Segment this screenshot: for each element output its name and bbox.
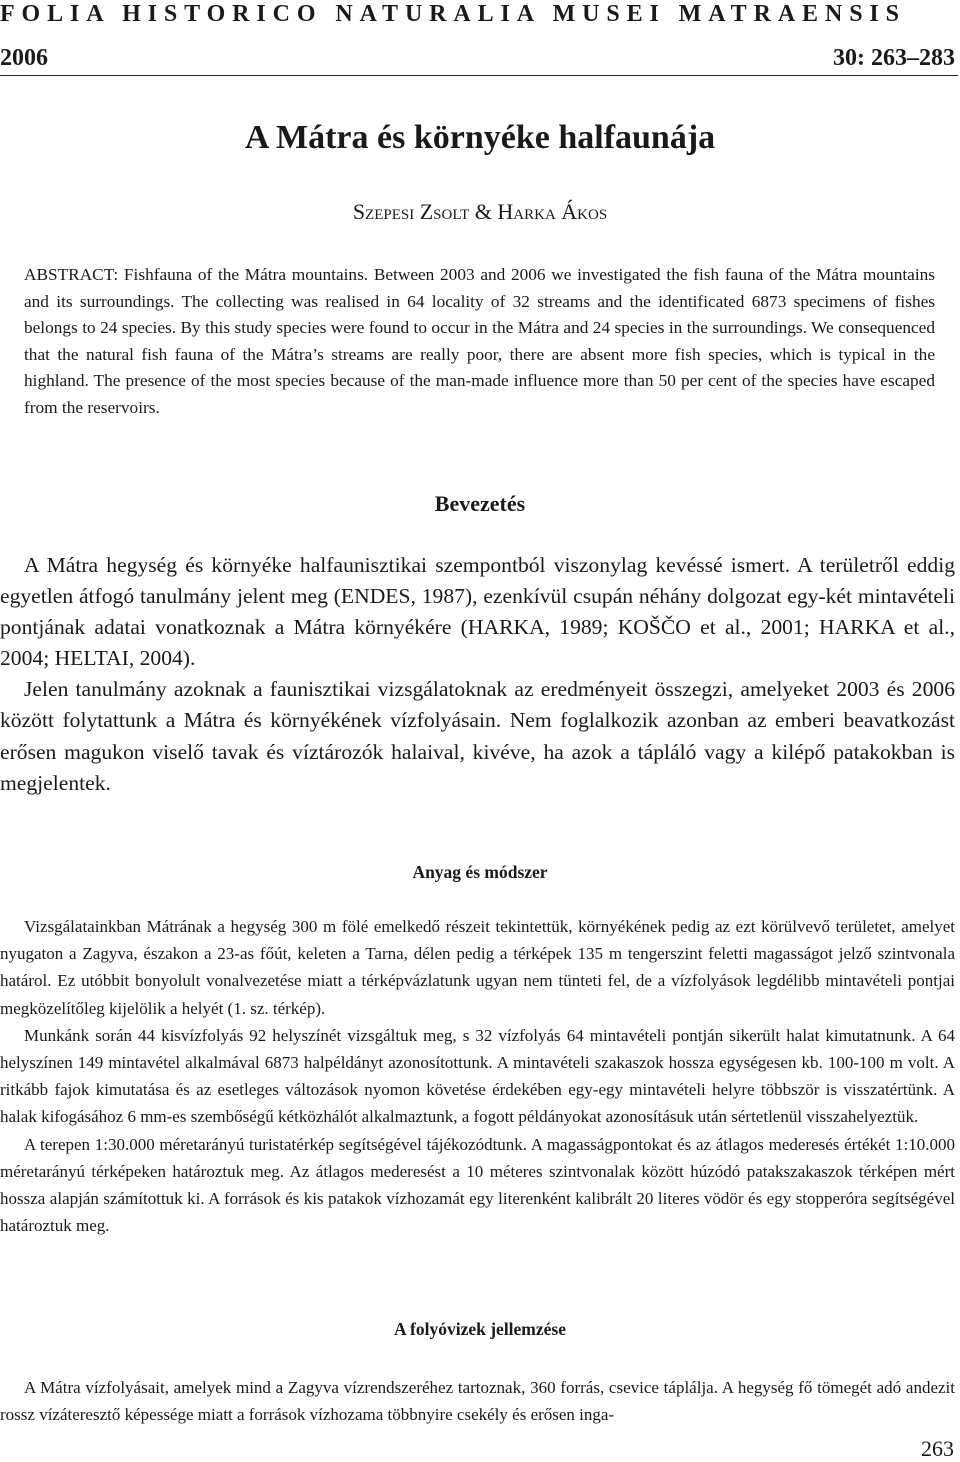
section-heading-rivers: A folyóvizek jellemzése xyxy=(393,1319,567,1339)
section-heading-methods: Anyag és módszer xyxy=(412,862,548,882)
methods-paragraph-3: A terepen 1:30.000 méretarányú turistatérkép segítségével tájékozódtunk. A magasságpontokat és az átlagos mederesés értékét 1:10.000 méretarányú térképeken határoztuk meg. Az átlagos mederesést a 10 méteres szintvonalak között húzódó patakszakaszok térképen mért hossza alapján számítottuk ki. A források és kis patakok vízhozamát egy literenként kalibrált 20 literes vödör és egy stopperóra segítségével határoztuk meg. xyxy=(0,1134,955,1236)
volume-pages: 30: 263–283 xyxy=(833,45,955,71)
issue-meta xyxy=(0,42,955,74)
article-title: A Mátra és környéke halfaunája xyxy=(244,119,716,156)
methods-paragraph-1: Vizsgálatainkban Mátrának a hegység 300 m fölé emelkedő részeit tekintettük, környékének pedig az ezt körülvevő területet, amelyet nyugaton a Zagyva, északon a 23-as főút, keleten a Tarna, délen pedig a térképek 135 m tengerszint feletti magasságot jelző szintvonala határol. Ez utóbbit bonyolult vonalvezetése miatt a térképvázlatunk ugyan nem tünteti fel, de a vízfolyások legdélibb mintavételi pontjai megközelítőleg kijelölik a helyét (1. sz. térkép). xyxy=(0,917,955,1018)
intro-body xyxy=(0,550,955,799)
page-number: 263 xyxy=(921,1436,954,1461)
abstract: ABSTRACT: Fishfauna of the Mátra mountains. Between 2003 and 2006 we investigated the fish fauna of the Mátra mountains and its surroundings. The collecting was realised in 64 locality of 32 streams and the identificated 6873 specimens of fishes belongs to 24 species. By this study species were found to occur in the Mátra and 24 species in the surroundings. We consequenced that the natural fish fauna of the Mátra’s streams are really poor, there are absent more fish species, which is typical in the highland. The presence of the most species because of the man-made influence more than 50 per cent of the species have escaped from the reservoirs. xyxy=(24,265,935,417)
methods-body xyxy=(0,913,955,1239)
intro-paragraph-1: A Mátra hegység és környéke halfaunisztikai szempontból viszonylag kevéssé ismert. A területről eddig egyetlen átfogó tanulmány jelent meg (ENDES, 1987), ezenkívül csupán néhány dolgozat egy-két mintavételi pontjának adatai vonatkoznak a Mátra környékére (HARKA, 1989; KOŠČO et al., 2001; HARKA et al., 2004; HELTAI, 2004). xyxy=(0,553,955,671)
section-heading-intro: Bevezetés xyxy=(434,491,526,516)
rivers-paragraph-1: A Mátra vízfolyásait, amelyek mind a Zagyva vízrendszeréhez tartoznak, 360 forrás, csevice táplálja. A hegység fő tömegét adó andezit rossz vízáteresztő képessége miatt a források vízhozama többnyire csekély és erősen inga- xyxy=(0,1378,955,1425)
intro-paragraph-2: Jelen tanulmány azoknak a faunisztikai vizsgálatoknak az eredményeit összegzi, amelyeket 2003 és 2006 között folytattunk a Mátra és környékének vízfolyásain. Nem foglalkozik azonban az emberi beavatkozást erősen magukon viselő tavak és víztározók halaival, kivéve, ha azok a tápláló vagy a kilépő patakokban is megjelentek. xyxy=(0,677,955,795)
article-authors: Szepesi Zsolt & Harka Ákos xyxy=(352,199,608,224)
header-rule xyxy=(0,75,958,76)
methods-paragraph-2: Munkánk során 44 kisvízfolyás 92 helyszínét vizsgáltuk meg, s 32 vízfolyás 64 mintavételi pontján sikerült halat kimutatnunk. A 64 helyszínen 149 mintavétel alkalmával 6873 halpéldányt azonosítottunk. A mintavételi szakaszok hossza egységesen kb. 100-100 m volt. A ritkább fajok kimutatása és az esetleges változások nyomon követése érdekében egy-egy mintavételi helyre többször is visszatértünk. A halak kifogásához 6 mm-es szembőségű kétközhálót alkalmaztunk, a fogott példányokat azonosításuk után sértetlenül visszahelyeztük. xyxy=(0,1025,955,1127)
journal-name: FOLIA HISTORICO NATURALIA MUSEI MATRAENSIS xyxy=(0,1,906,27)
issue-year: 2006 xyxy=(0,45,48,71)
rivers-body xyxy=(0,1374,955,1428)
